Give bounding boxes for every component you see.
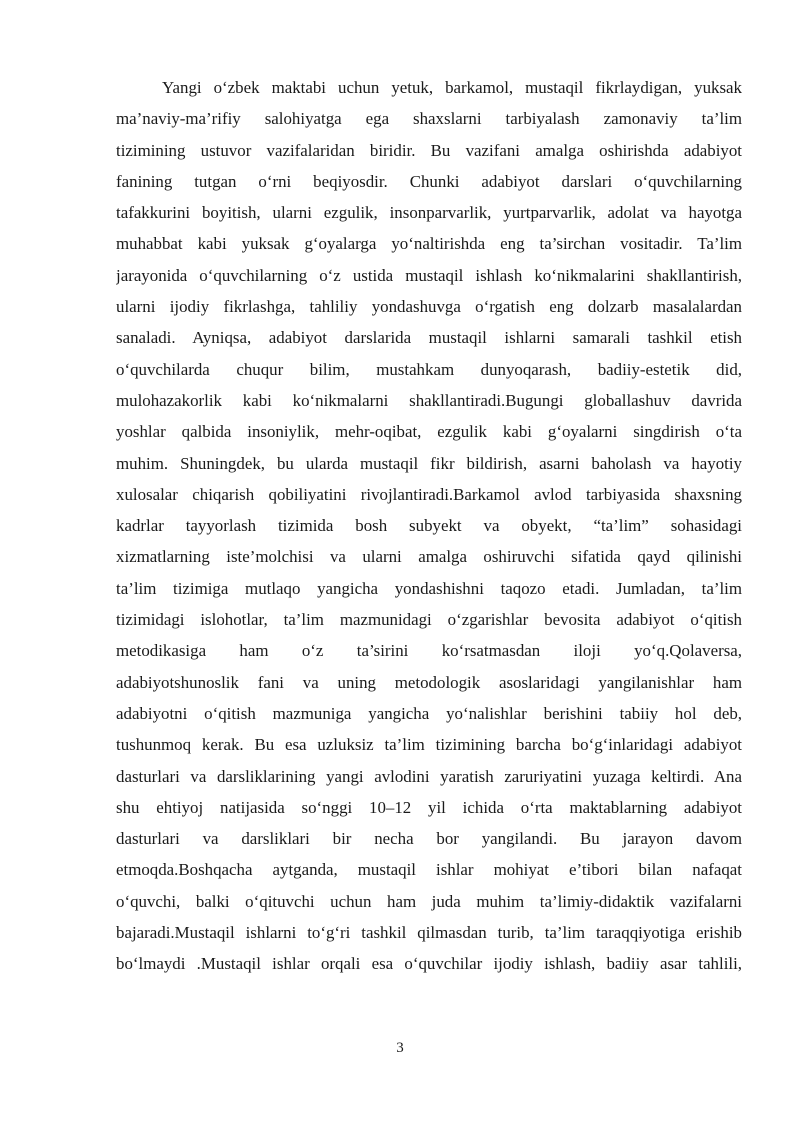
paragraph-line: adabiyotshunoslik fani va uning metodologik asoslaridagi yangilanishlar ham bbox=[116, 672, 742, 692]
paragraph-line: dasturlari va darsliklari bir necha bor yangilandi. Bu jarayon davom bbox=[116, 829, 742, 849]
paragraph-line: mulohazakorlik kabi ko‘nikmalarni shakllantiradi.Bugungi globallashuv davrida bbox=[116, 390, 742, 410]
page-number: 3 bbox=[396, 1040, 404, 1056]
paragraph-line: bajaradi.Mustaqil ishlarni to‘g‘ri tashkil qilmasdan turib, ta’lim taraqqiyotiga erishib bbox=[116, 923, 742, 943]
paragraph-line: etmoqda.Boshqacha aytganda, mustaqil ishlar mohiyat e’tibori bilan nafaqat bbox=[116, 860, 742, 880]
paragraph-line: dasturlari va darsliklarining yangi avlodini yaratish zaruriyatini yuzaga keltirdi. Ana bbox=[116, 766, 742, 786]
paragraph-line: tizimidagi islohotlar, ta’lim mazmunidagi o‘zgarishlar bevosita adabiyot o‘qitish bbox=[116, 610, 742, 630]
paragraph-line: fanining tutgan o‘rni beqiyosdir. Chunki adabiyot darslari o‘quvchilarning bbox=[116, 171, 742, 191]
paragraph-line: ma’naviy-ma’rifiy salohiyatga ega shaxslarni tarbiyalash zamonaviy ta’lim bbox=[116, 109, 742, 129]
paragraph-line: adabiyotni o‘qitish mazmuniga yangicha yo‘nalishlar berishini tabiiy hol deb, bbox=[116, 703, 742, 723]
paragraph-line: o‘quvchilarda chuqur bilim, mustahkam dunyoqarash, badiiy-estetik did, bbox=[116, 359, 742, 379]
paragraph-line: Yangi o‘zbek maktabi uchun yetuk, barkamol, mustaqil fikrlaydigan, yuksak bbox=[162, 78, 742, 97]
paragraph-line: ularni ijodiy fikrlashga, tahliliy yondashuvga o‘rgatish eng dolzarb masalalardan bbox=[116, 297, 742, 317]
paragraph-line: tafakkurini boyitish, ularni ezgulik, insonparvarlik, yurtparvarlik, adolat va hayotga bbox=[116, 203, 742, 223]
paragraph-line: sanaladi. Ayniqsa, adabiyot darslarida mustaqil ishlarni samarali tashkil etish bbox=[116, 328, 742, 348]
paragraph-line: xulosalar chiqarish qobiliyatini rivojlantiradi.Barkamol avlod tarbiyasida shaxsning bbox=[116, 484, 742, 504]
body-paragraph bbox=[116, 72, 742, 980]
paragraph-line: jarayonida o‘quvchilarning o‘z ustida mustaqil ishlash ko‘nikmalarini shakllantirish, bbox=[116, 265, 742, 285]
paragraph-line: metodikasiga ham o‘z ta’sirini ko‘rsatmasdan iloji yo‘q.Qolaversa, bbox=[116, 641, 742, 661]
paragraph-line: ta’lim tizimiga mutlaqo yangicha yondashishni taqozo etadi. Jumladan, ta’lim bbox=[116, 578, 742, 598]
paragraph-line: bo‘lmaydi .Mustaqil ishlar orqali esa o‘quvchilar ijodiy ishlash, badiiy asar tahlili, bbox=[116, 954, 742, 974]
paragraph-line: muhabbat kabi yuksak g‘oyalarga yo‘naltirishda eng ta’sirchan vositadir. Ta’lim bbox=[116, 234, 742, 254]
paragraph-line: muhim. Shuningdek, bu ularda mustaqil fikr bildirish, asarni baholash va hayotiy bbox=[116, 453, 742, 473]
paragraph-line: yoshlar qalbida insoniylik, mehr-oqibat, ezgulik kabi g‘oyalarni singdirish o‘ta bbox=[116, 422, 742, 442]
paragraph-line: tizimining ustuvor vazifalaridan biridir. Bu vazifani amalga oshirishda adabiyot bbox=[116, 140, 742, 160]
paragraph-line: o‘quvchi, balki o‘qituvchi uchun ham juda muhim ta’limiy-didaktik vazifalarni bbox=[116, 891, 742, 911]
paragraph-line: shu ehtiyoj natijasida so‘nggi 10–12 yil ichida o‘rta maktablarning adabiyot bbox=[116, 797, 742, 817]
paragraph-line: tushunmoq kerak. Bu esa uzluksiz ta’lim tizimining barcha bo‘g‘inlaridagi adabiyot bbox=[116, 735, 742, 755]
paragraph-line: xizmatlarning iste’molchisi va ularni amalga oshiruvchi sifatida qayd qilinishi bbox=[116, 547, 742, 567]
paragraph-line: kadrlar tayyorlash tizimida bosh subyekt va obyekt, “ta’lim” sohasidagi bbox=[116, 516, 742, 536]
